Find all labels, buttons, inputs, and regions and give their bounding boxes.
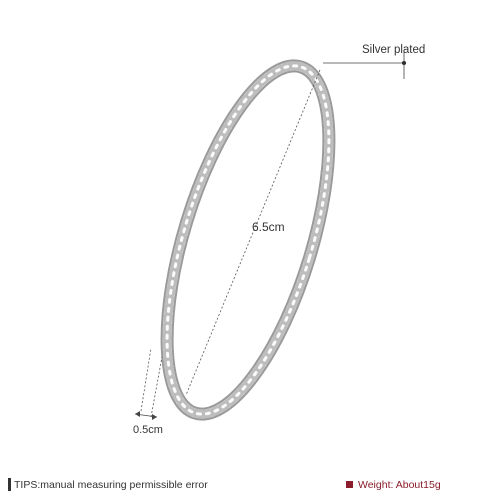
plating-label: Silver plated — [362, 44, 426, 56]
tips-text: TIPS:manual measuring permissible error — [14, 479, 208, 491]
weight-text: Weight: About15g — [358, 479, 441, 491]
weight-marker — [346, 481, 353, 488]
info-footer — [0, 475, 500, 495]
bangle-ring — [134, 48, 362, 432]
thickness-measure — [135, 348, 162, 420]
tips-marker — [8, 478, 11, 491]
diameter-label: 6.5cm — [252, 220, 285, 234]
thickness-label: 0.5cm — [133, 424, 163, 436]
